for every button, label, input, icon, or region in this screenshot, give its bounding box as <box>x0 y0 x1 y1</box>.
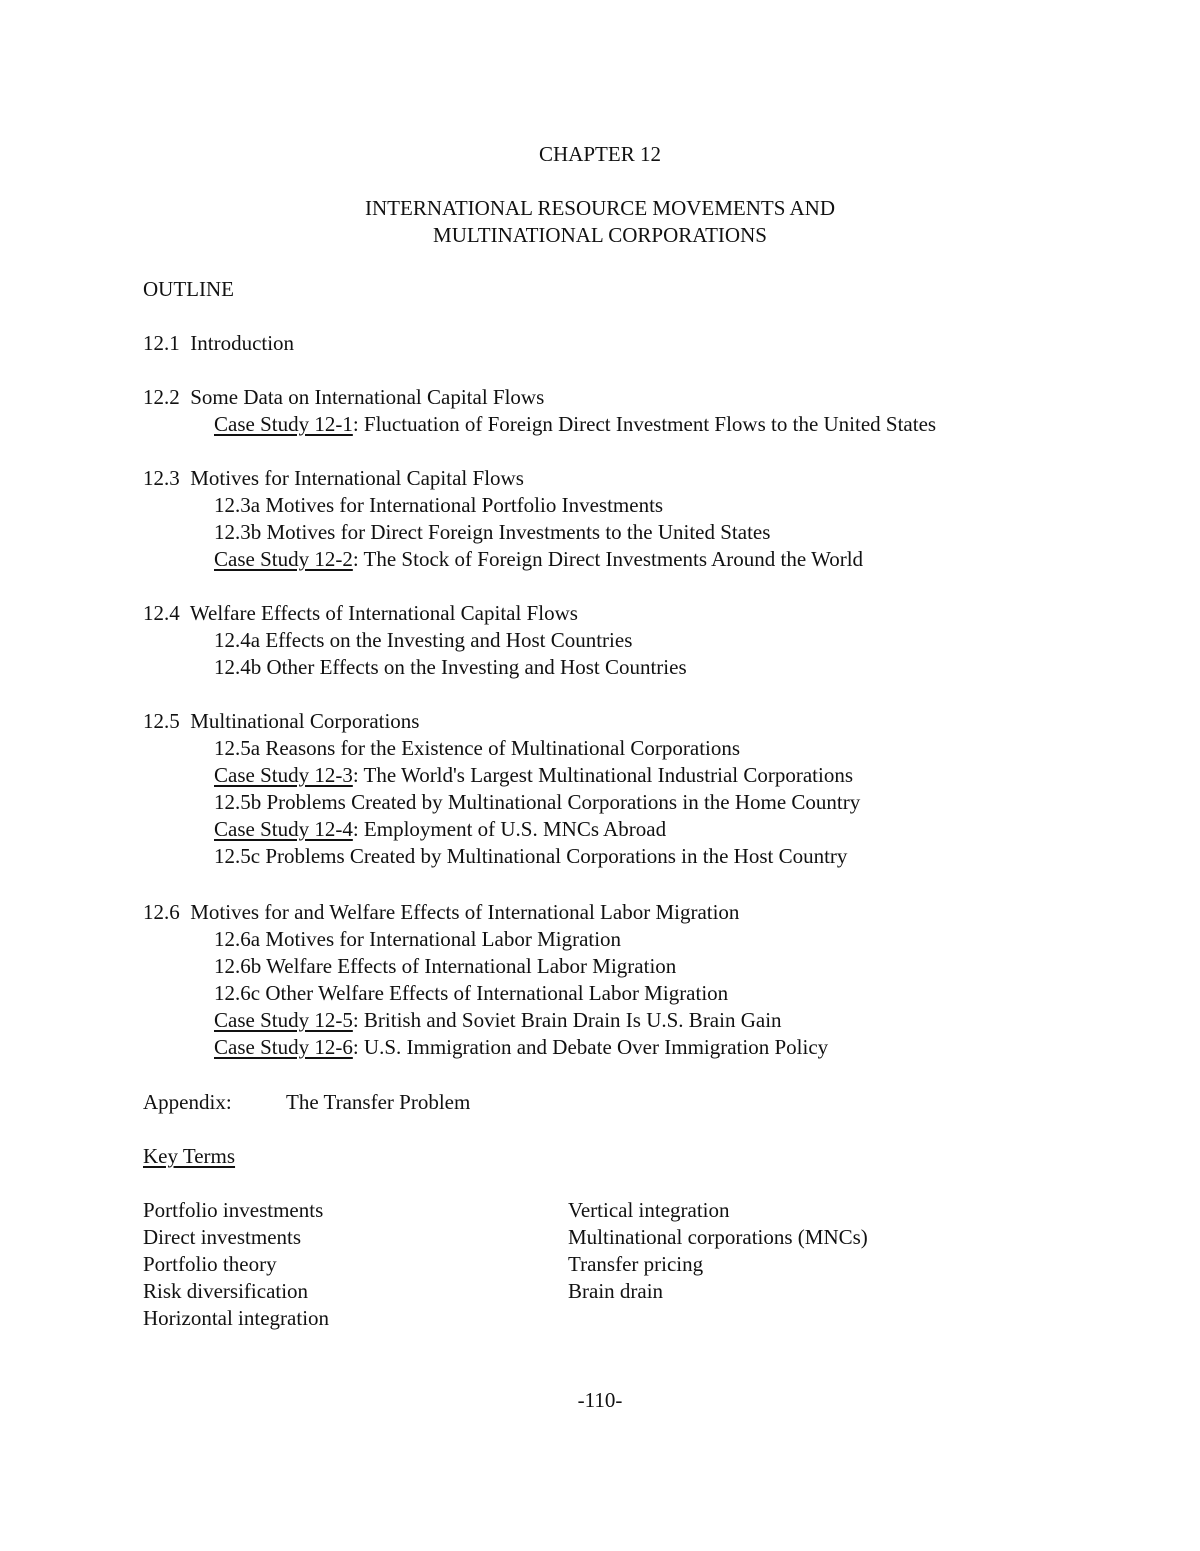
section-number: 12.6 <box>143 900 180 924</box>
case-study-12-5 <box>214 1008 782 1032</box>
case-study-label: Case Study 12-4 <box>214 817 353 841</box>
page-number: -110- <box>577 1388 623 1412</box>
chapter-title-line-2: MULTINATIONAL CORPORATIONS <box>433 223 767 247</box>
subsection-12-4a: 12.4a Effects on the Investing and Host Countries <box>214 628 633 652</box>
section-number: 12.1 <box>143 331 180 355</box>
key-term: Multinational corporations (MNCs) <box>568 1225 868 1249</box>
key-term: Direct investments <box>143 1225 302 1249</box>
case-study-title: : The Stock of Foreign Direct Investments Around the World <box>352 547 864 571</box>
case-study-title: : U.S. Immigration and Debate Over Immigration Policy <box>352 1035 829 1059</box>
subsection-12-5b: 12.5b Problems Created by Multinational Corporations in the Home Country <box>214 790 861 814</box>
case-study-label: Case Study 12-3 <box>214 763 353 787</box>
appendix-label: Appendix: <box>143 1090 232 1114</box>
key-term: Horizontal integration <box>143 1306 330 1330</box>
case-study-12-6 <box>214 1035 828 1059</box>
key-term: Portfolio investments <box>143 1198 324 1222</box>
case-study-title: : Fluctuation of Foreign Direct Investment Flows to the United States <box>352 412 937 436</box>
subsection-12-5c: 12.5c Problems Created by Multinational Corporations in the Host Country <box>214 844 848 868</box>
case-study-12-1 <box>214 412 936 436</box>
key-terms-heading: Key Terms <box>143 1144 236 1168</box>
case-study-12-2 <box>214 547 863 571</box>
case-study-title: : Employment of U.S. MNCs Abroad <box>352 817 667 841</box>
section-12-1 <box>143 331 294 355</box>
chapter-number: CHAPTER 12 <box>539 142 661 166</box>
section-title: Multinational Corporations <box>190 709 420 733</box>
section-12-3 <box>143 466 524 490</box>
section-title: Some Data on International Capital Flows <box>190 385 545 409</box>
section-12-5 <box>143 709 419 733</box>
case-study-title: : The World's Largest Multinational Industrial Corporations <box>352 763 854 787</box>
case-study-12-3 <box>214 763 853 787</box>
section-12-2 <box>143 385 544 409</box>
section-12-4 <box>143 601 578 625</box>
subsection-12-5a: 12.5a Reasons for the Existence of Multinational Corporations <box>214 736 741 760</box>
case-study-title: : British and Soviet Brain Drain Is U.S. Brain Gain <box>352 1008 782 1032</box>
appendix-title: The Transfer Problem <box>286 1090 471 1114</box>
key-term: Portfolio theory <box>143 1252 277 1276</box>
section-number: 12.5 <box>143 709 180 733</box>
subsection-12-6a: 12.6a Motives for International Labor Migration <box>214 927 622 951</box>
case-study-label: Case Study 12-6 <box>214 1035 353 1059</box>
key-term: Risk diversification <box>143 1279 309 1303</box>
case-study-label: Case Study 12-1 <box>214 412 353 436</box>
key-term: Brain drain <box>568 1279 664 1303</box>
subsection-12-4b: 12.4b Other Effects on the Investing and Host Countries <box>214 655 687 679</box>
subsection-12-3a: 12.3a Motives for International Portfolio Investments <box>214 493 664 517</box>
section-title: Motives for International Capital Flows <box>190 466 524 490</box>
subsection-12-6c: 12.6c Other Welfare Effects of International Labor Migration <box>214 981 729 1005</box>
subsection-12-6b: 12.6b Welfare Effects of International Labor Migration <box>214 954 677 978</box>
section-number: 12.4 <box>143 601 180 625</box>
section-title: Welfare Effects of International Capital Flows <box>189 601 578 625</box>
case-study-label: Case Study 12-2 <box>214 547 353 571</box>
case-study-label: Case Study 12-5 <box>214 1008 353 1032</box>
subsection-12-3b: 12.3b Motives for Direct Foreign Investments to the United States <box>214 520 771 544</box>
key-term: Vertical integration <box>568 1198 730 1222</box>
key-term: Transfer pricing <box>568 1252 704 1276</box>
outline-heading: OUTLINE <box>143 277 234 301</box>
section-number: 12.3 <box>143 466 180 490</box>
section-title: Motives for and Welfare Effects of International Labor Migration <box>190 900 740 924</box>
case-study-12-4 <box>214 817 666 841</box>
chapter-title-line-1: INTERNATIONAL RESOURCE MOVEMENTS AND <box>365 196 835 220</box>
section-12-6 <box>143 900 739 924</box>
section-number: 12.2 <box>143 385 180 409</box>
section-title: Introduction <box>190 331 295 355</box>
